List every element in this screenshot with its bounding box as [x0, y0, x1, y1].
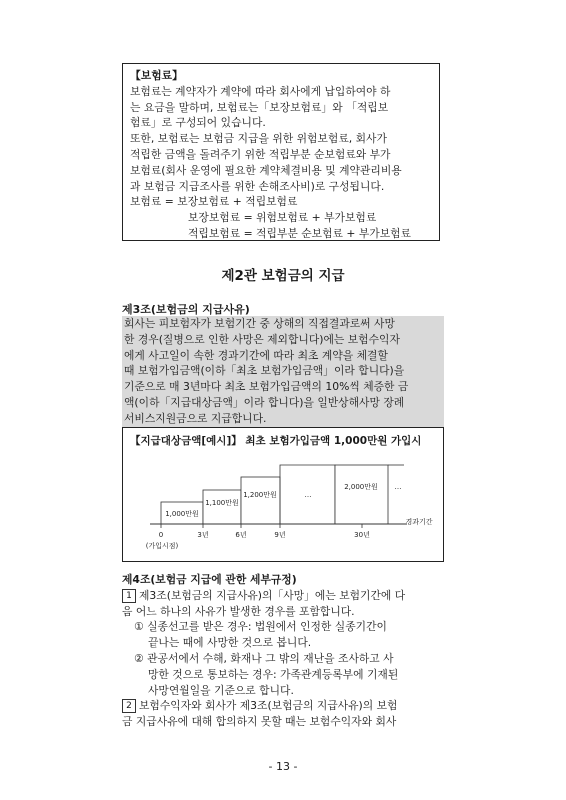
article4-sub2-line: 사망연월일을 기준으로 합니다. — [148, 683, 294, 697]
payment-example-title: 【지급대상금액[예시]】 최초 보험가입금액 1,000만원 가입시 — [130, 435, 422, 447]
step-rect-1200 — [241, 477, 280, 524]
article3-line: 회사는 피보험자가 보험기간 중 상해의 직접결과로써 사망 — [124, 317, 395, 330]
glossary-heading: 【보험료】 — [130, 69, 183, 82]
article3-line: 서비스지원금으로 지급합니다. — [124, 411, 267, 425]
glossary-line: 보험료는 계약자가 계약에 따라 회사에게 납입하여야 하 — [130, 84, 391, 98]
article3-line: 에게 사고일이 속한 경과기간에 따라 최초 계약을 체결할 — [124, 348, 388, 362]
article4-sub2-line: 망한 것으로 통보하는 경우: 가족관계등록부에 기재된 — [148, 667, 399, 681]
x-tick-label: 30년 — [354, 531, 370, 539]
section-title: 제2관 보험금의 지급 — [221, 268, 345, 284]
step-label: 1,100만원 — [205, 499, 239, 507]
glossary-line: 적립한 금액을 돌려주기 위한 적립부분 순보험료와 부가 — [130, 147, 391, 161]
x-origin-note: (가입시점) — [145, 542, 179, 550]
article3-line: 한 경우(질병으로 인한 사망은 제외합니다)에는 보험수익자 — [124, 332, 400, 346]
article4-sub1-line: ① 실종선고를 받은 경우: 법원에서 인정한 실종기간이 — [134, 620, 387, 634]
article4-sub1-line: 끝나는 때에 사망한 것으로 봅니다. — [148, 636, 312, 650]
item2-text: 보험수익자와 회사가 제3조(보험금의 지급사유)의 보험 — [139, 699, 398, 713]
step-label: … — [394, 483, 402, 491]
glossary-line: 과 보험금 지급조사를 위한 손해조사비)로 구성됩니다. — [130, 179, 385, 193]
article4 — [122, 572, 448, 730]
article3-line: 때 보험가입금액(이하「최초 보험가입금액」이라 합니다)을 — [124, 364, 405, 378]
x-tick-label: 9년 — [274, 531, 286, 539]
premium-formula: 보험료 = 보장보험료 + 적립보험료 — [130, 195, 298, 209]
glossary-line: 또한, 보험료는 보험금 지급을 위한 위험보험료, 회사가 — [130, 132, 387, 146]
page-number: - 13 - — [268, 760, 298, 773]
article4-item1-line: 음 어느 하나의 사유가 발생한 경우를 포함합니다. — [122, 604, 355, 618]
article4-sub2-line: ② 관공서에서 수해, 화재나 그 밖의 재난을 조사하고 사 — [134, 651, 394, 665]
item1-text: 제3조(보험금의 지급사유)의「사망」에는 보험기간에 다 — [139, 588, 406, 602]
premium-glossary-box — [122, 63, 440, 241]
glossary-line: 보험료(회사 운영에 필요한 계약체결비용 및 계약관리비용 — [130, 163, 402, 177]
step-label: 1,200만원 — [243, 491, 277, 499]
article4-item2-line — [122, 698, 448, 714]
article3-body — [122, 316, 444, 428]
glossary-line: 험료」로 구성되어 있습니다. — [130, 116, 266, 130]
item-number-box: 2 — [122, 699, 136, 713]
article3-line: 액(이하「지급대상금액」이라 합니다)을 일반상해사망 장례 — [124, 395, 405, 409]
x-tick-label: 6년 — [235, 531, 247, 539]
article4-title: 제4조(보험금 지급에 관한 세부규정) — [122, 573, 297, 586]
payment-step-diagram — [122, 427, 444, 562]
step-label: 2,000만원 — [344, 483, 378, 491]
article4-item2-line: 금 지급사유에 대해 합의하지 못할 때는 보험수익자와 회사 — [122, 715, 397, 729]
glossary-line: 는 요금을 말하며, 보험료는「보장보험료」와 「적립보 — [130, 100, 389, 114]
article3-line: 기준으로 매 3년마다 최초 보험가입금액의 10%씩 체증한 금 — [124, 380, 409, 394]
item-number-box: 1 — [122, 589, 136, 603]
article3-title: 제3조(보험금의 지급사유) — [122, 303, 250, 316]
coverage-premium-formula: 보장보험료 = 위험보험료 + 부가보험료 — [188, 211, 377, 225]
x-tick-label: 3년 — [197, 531, 209, 539]
x-axis-label: 경과기간 — [405, 518, 433, 526]
step-rect-2000 — [335, 465, 388, 524]
article4-item1-line — [122, 588, 448, 604]
step-rect-1100 — [203, 490, 241, 524]
savings-premium-formula: 적립보험료 = 적립부분 순보험료 + 부가보험료 — [188, 226, 411, 240]
step-label: … — [304, 491, 312, 499]
step-label: 1,000만원 — [165, 510, 199, 518]
x-tick-label: 0 — [158, 531, 164, 539]
